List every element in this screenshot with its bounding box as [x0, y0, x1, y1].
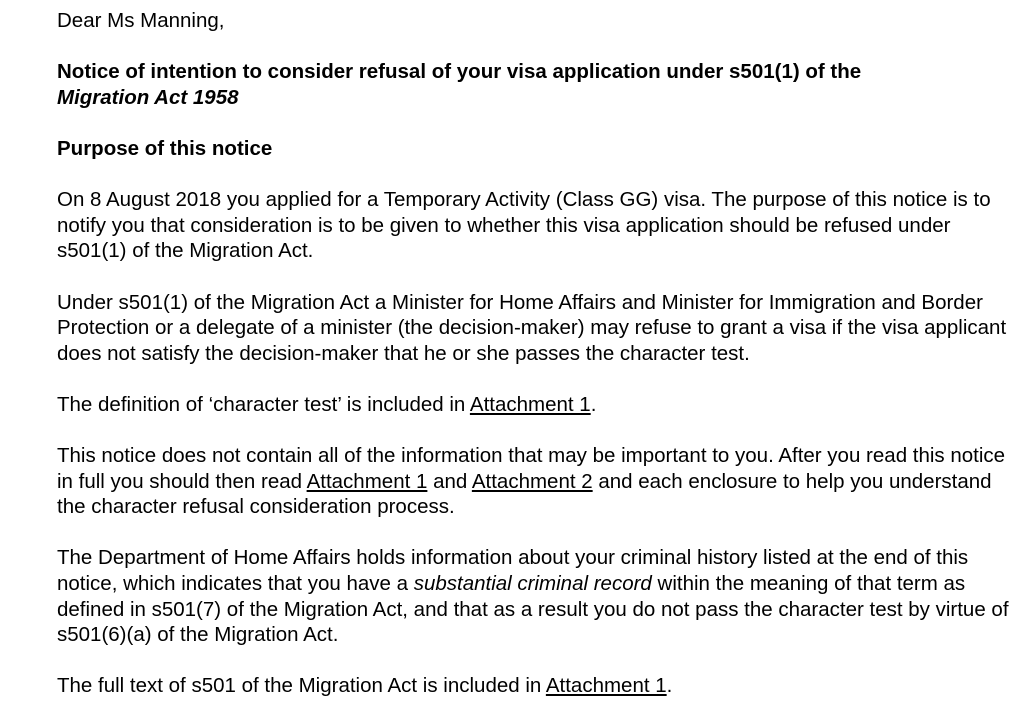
substantial-criminal-record-term: substantial criminal record: [413, 572, 652, 596]
department-text-2: within the meaning of that term as defined in s501(7) of the Migration Act, and that as a result you do not pass the character test by virtue of s501(6)(a) of the Migration Act.: [57, 572, 1009, 647]
salutation: Dear Ms Manning,: [57, 9, 225, 32]
full-text-paragraph: [57, 673, 1017, 699]
notice-paragraph: [57, 443, 1017, 520]
definition-text: The definition of ‘character test’ is included in: [57, 392, 470, 416]
notice-text-3: and each enclosure to help you understand the character refusal consideration process.: [57, 469, 992, 519]
notice-title-main: Notice of intention to consider refusal of your visa application under s501(1) of the: [57, 60, 862, 84]
full-text-end: .: [666, 674, 673, 698]
definition-paragraph: [57, 392, 1017, 418]
attachment-2-link[interactable]: Attachment 2: [471, 469, 593, 493]
purpose-paragraph: On 8 August 2018 you applied for a Temporary Activity (Class GG) visa. The purpose of this notice is to notify you that consideration is to be given to whether this visa application should be refused under s501(1) of the Migration Act.: [57, 188, 991, 263]
letter-document: [57, 8, 1017, 725]
attachment-1-link[interactable]: Attachment 1: [306, 469, 428, 493]
department-paragraph: [57, 545, 1017, 647]
notice-title: [57, 59, 1017, 110]
definition-end: .: [590, 392, 597, 416]
notice-text-1: This notice does not contain all of the information that may be important to you. After you read this notice in full you should then read: [57, 444, 1006, 493]
department-text-1: The Department of Home Affairs holds information about your criminal history listed at the end of this notice, which indicates that you have a: [57, 546, 969, 596]
attachment-1-link[interactable]: Attachment 1: [545, 674, 667, 698]
full-text-text: The full text of s501 of the Migration Act is included in: [57, 674, 546, 698]
notice-text-2: and: [427, 469, 472, 493]
under-s501-paragraph: Under s501(1) of the Migration Act a Minister for Home Affairs and Minister for Immigration and Border Protection or a delegate of a minister (the decision-maker) may refuse to grant a visa if the visa applicant does not satisfy the decision-maker that he or she passes the character test.: [57, 290, 1007, 365]
purpose-heading: Purpose of this notice: [57, 136, 273, 160]
notice-title-act-name: Migration Act 1958: [57, 85, 239, 109]
attachment-1-link[interactable]: Attachment 1: [469, 392, 591, 416]
